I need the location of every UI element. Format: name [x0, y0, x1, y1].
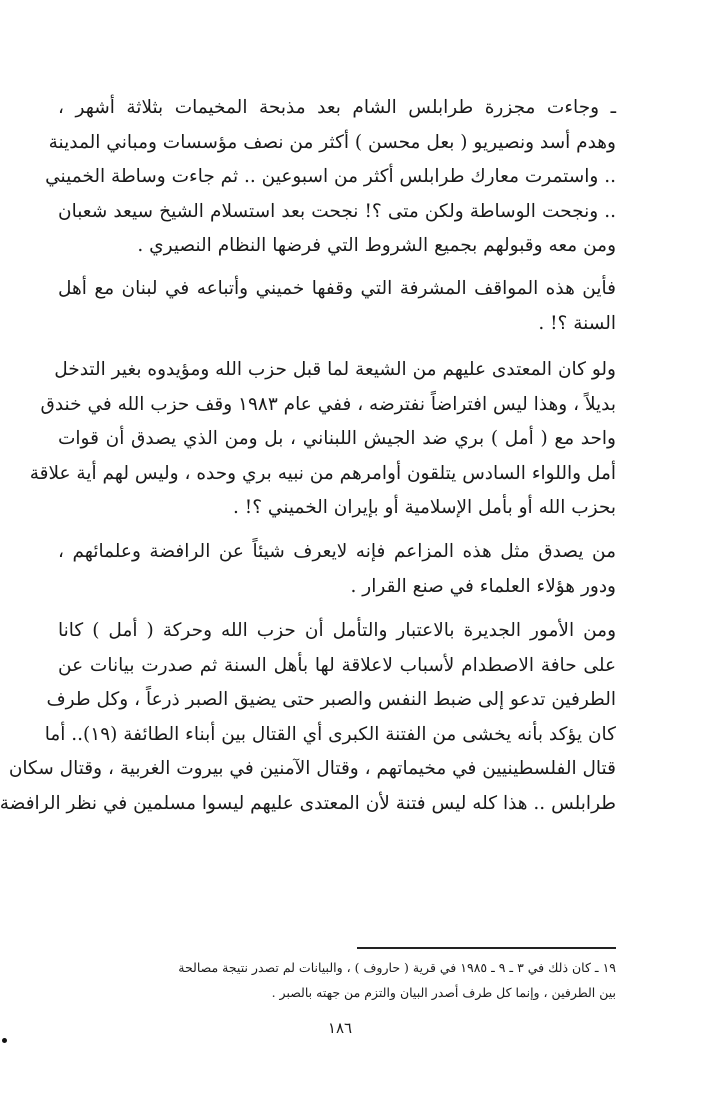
paragraph-2 — [58, 272, 616, 341]
text-line: ومن الأمور الجديرة بالاعتبار والتأمل أن حزب الله وحركة ( أمل ) كانا — [58, 620, 616, 641]
paragraph-1 — [45, 91, 616, 264]
text-line: وهدم أسد ونصيريو ( بعل محسن ) أكثر من نصف مؤسسات ومباني المدينة — [48, 131, 616, 153]
text-line: ومن معه وقبولهم بجميع الشروط التي فرضها النظام النصيري . — [137, 235, 616, 256]
text-line: .. ونجحت الوساطة ولكن متى ؟! نجحت بعد استسلام الشيخ سيعد شعبان — [58, 200, 616, 222]
text-line: ودور هؤلاء العلماء في صنع القرار . — [350, 575, 616, 597]
text-line: على حافة الاصطدام لأسباب لاعلاقة لها بأهل السنة ثم صدرت بيانات عن — [58, 654, 616, 676]
text-line: فأين هذه المواقف المشرفة التي وقفها خميني وأتباعه في لبنان مع أهل — [58, 278, 616, 299]
text-line: ولو كان المعتدى عليهم من الشيعة لما قبل حزب الله ومؤيدوه بغير التدخل — [54, 359, 616, 380]
page-number: ١٨٦ — [327, 1019, 353, 1037]
text-line: قتال الفلسطينيين في مخيماتهم ، وقتال الآمنين في بيروت الغربية ، وقتال سكان — [8, 758, 616, 779]
text-line: من يصدق مثل هذه المزاعم فإنه لايعرف شيئاً عن الرافضة وعلمائهم ، — [58, 541, 616, 562]
text-line: أمل واللواء السادس يتلقون أوامرهم من نبيه بري وحده ، وليس لهم أية علاقة — [29, 462, 616, 484]
text-line: واحد مع ( أمل ) بري ضد الجيش اللبناني ، بل ومن الذي يصدق أن قوات — [58, 428, 616, 449]
text-line: الطرفين تدعو إلى ضبط النفس والصبر حتى يضيق الصبر ذرعاً ، وكل طرف — [46, 689, 616, 710]
footnote-line: بين الطرفين ، وإنما كل طرف أصدر البيان والتزم من جهته بالصبر . — [271, 985, 616, 1000]
footnote-separator — [357, 947, 616, 949]
footnote-line: ١٩ ـ كان ذلك في ٣ ـ ٩ ـ ١٩٨٥ في قرية ( حاروف ) ، والبيانات لم تصدر نتيجة مصالحة — [178, 960, 616, 975]
scan-mark — [2, 1038, 7, 1043]
text-line: بحزب الله أو بأمل الإسلامية أو بإيران الخميني ؟! . — [233, 497, 616, 518]
text-line: بديلاً ، وهذا ليس افتراضاً نفترضه ، ففي عام ١٩٨٣ وقف حزب الله في خندق — [40, 393, 616, 415]
paragraph-5 — [0, 614, 616, 821]
paragraph-4 — [58, 535, 616, 604]
text-line: طرابلس .. هذا كله ليس فتنة لأن المعتدى عليهم ليسوا مسلمين في نظر الرافضة — [0, 792, 616, 814]
text-line: ـ وجاءت مجزرة طرابلس الشام بعد مذبحة المخيمات بثلاثة أشهر ، — [58, 97, 616, 118]
footnotes — [110, 955, 616, 1005]
text-line: .. واستمرت معارك طرابلس أكثر من اسبوعين .. ثم جاءت وساطة الخميني — [45, 166, 616, 187]
text-line: السنة ؟! . — [538, 312, 616, 334]
text-line: كان يؤكد بأنه يخشى من الفتنة الكبرى أي القتال بين أبناء الطائفة (١٩).. أما — [44, 723, 616, 745]
paragraph-3 — [29, 353, 616, 526]
